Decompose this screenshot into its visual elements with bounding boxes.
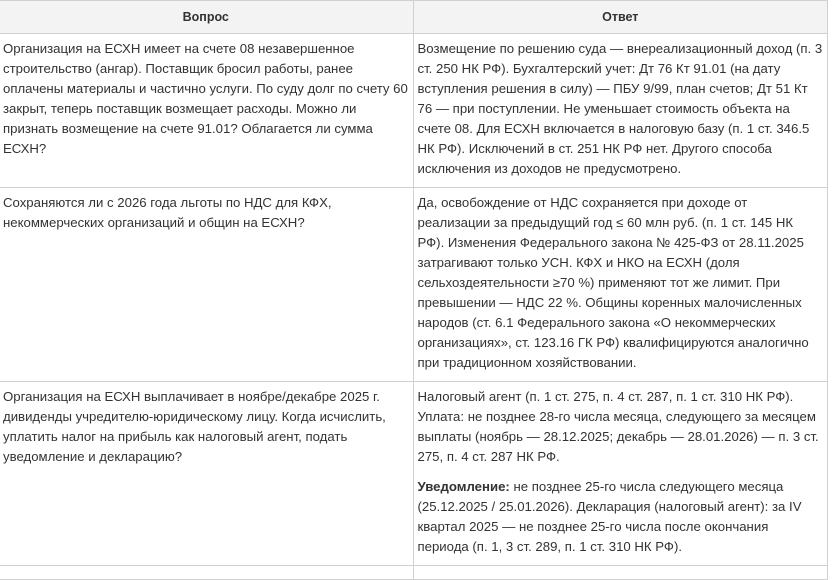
column-header-question: Вопрос: [0, 1, 413, 34]
answer-paragraph: [418, 477, 824, 557]
table-row: [0, 566, 828, 580]
table-row: [0, 188, 828, 382]
question-cell-empty: [0, 566, 413, 580]
notice-label: Уведомление:: [417, 479, 510, 494]
table-row: [0, 382, 828, 566]
answer-cell: Возмещение по решению суда — внереализационный доход (п. 3 ст. 250 НК РФ). Бухгалтерский учет: Дт 76 Кт 91.01 (на дату вступления решения в силу) — ПБУ 9/99, план счетов; Дт 51 Кт 76 — при поступлении. Не уменьшает стоимость объекта на счете 08. Для ЕСХН включается в налоговую базу (п. 1 ст. 346.5 НК РФ). Исключений в ст. 251 НК РФ нет. Другого способа исключения из доходов не предусмотрено.: [413, 34, 828, 188]
column-header-answer: Ответ: [413, 1, 828, 34]
question-cell: Сохраняются ли с 2026 года льготы по НДС для КФХ, некоммерческих организаций и общин на ЕСХН?: [0, 188, 413, 382]
notice-text: не позднее 25-го числа следующего месяца (25.12.2025 / 25.01.2026). Декларация (налоговый агент): за IV квартал 2025 — не позднее 25-го числа после окончания периода (п. 1, 3 ст. 289, п. 1 ст. 310 НК РФ).: [417, 479, 802, 554]
table-header-row: [0, 1, 828, 34]
answer-paragraph: Налоговый агент (п. 1 ст. 275, п. 4 ст. 287, п. 1 ст. 310 НК РФ). Уплата: не позднее 28-го числа месяца, следующего за месяцем выплаты (ноябрь — 28.12.2025; декабрь — 28.01.2026) — п. 3 ст. 275, п. 4 ст. 287 НК РФ.: [417, 389, 819, 464]
table-row: [0, 34, 828, 188]
question-cell: Организация на ЕСХН выплачивает в ноябре/декабре 2025 г. дивиденды учредителю-юридическому лицу. Когда исчислить, уплатить налог на прибыль как налоговый агент, подать уведомление и декларацию?: [0, 382, 413, 566]
answer-cell: [413, 382, 828, 566]
answer-cell: Да, освобождение от НДС сохраняется при доходе от реализации за предыдущий год ≤ 60 млн руб. (п. 1 ст. 145 НК РФ). Изменения Федерального закона № 425-ФЗ от 28.11.2025 затрагивают только УСН. КФХ и НКО на ЕСХН (доля сельхоздеятельности ≥70 %) применяют тот же лимит. При превышении — НДС 22 %. Общины коренных малочисленных народов (ст. 6.1 Федерального закона «О некоммерческих организациях», ст. 123.16 ГК РФ) квалифицируются аналогично при традиционном хозяйствовании.: [413, 188, 828, 382]
question-cell: Организация на ЕСХН имеет на счете 08 незавершенное строительство (ангар). Поставщик бросил работы, ранее оплачены материалы и частично услуги. По суду долг по счету 60 закрыт, теперь поставщик возмещает расходы. Можно ли признать возмещение на счете 91.01? Облагается ли сумма ЕСХН?: [0, 34, 413, 188]
answer-cell-empty: [413, 566, 828, 580]
